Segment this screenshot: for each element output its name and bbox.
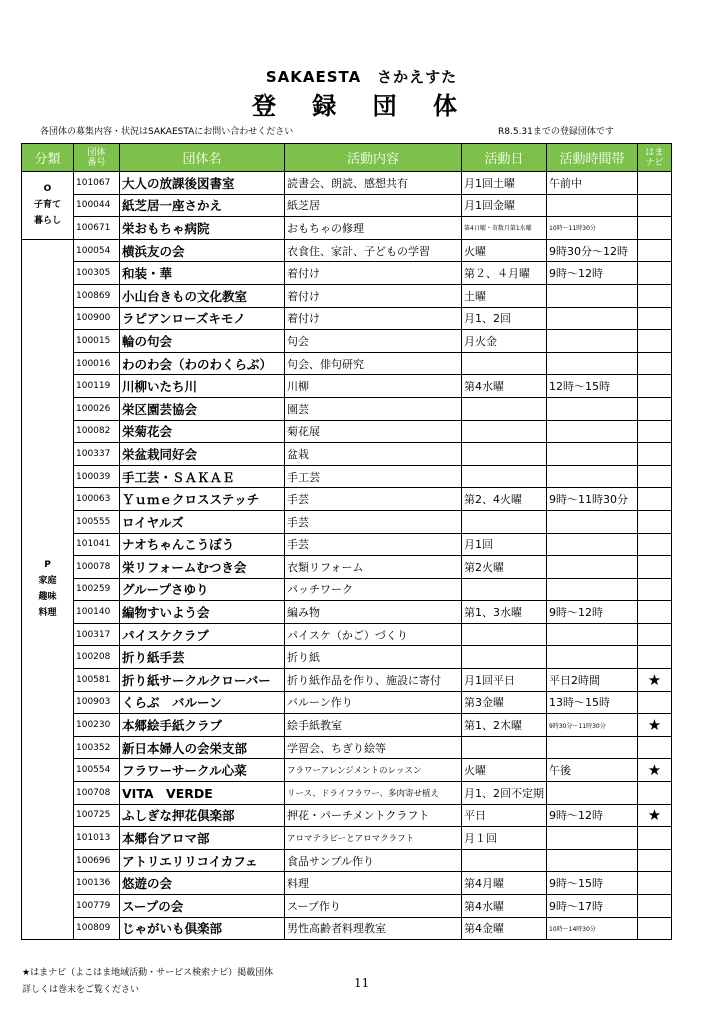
activity-day: 月1回平日	[462, 669, 547, 692]
group-name: アトリエリリコイカフェ	[120, 849, 285, 872]
activity-day: 第4日曜・奇数月第1水曜	[462, 217, 547, 240]
footer-note1: ★はまナビ（よこはま地域活動・サービス検索ナビ）掲載団体	[22, 968, 274, 978]
activity-time	[547, 352, 638, 375]
group-id: 100136	[74, 872, 120, 895]
col-category: 分類	[22, 144, 74, 172]
group-name: ふしぎな押花倶楽部	[120, 804, 285, 827]
activity-time: 9時～17時	[547, 895, 638, 918]
activity-time	[547, 556, 638, 579]
activity-day: 第2火曜	[462, 556, 547, 579]
hamanavi-mark	[638, 917, 672, 940]
group-name: ロイヤルズ	[120, 510, 285, 533]
activity-day: 第1、3水曜	[462, 601, 547, 624]
table-row	[22, 352, 672, 375]
activity: アロマテラピーとアロマクラフト	[285, 827, 462, 850]
registry-table	[21, 143, 672, 940]
group-id: 100696	[74, 849, 120, 872]
activity-time	[547, 849, 638, 872]
activity-day: 平日	[462, 804, 547, 827]
activity-day	[462, 510, 547, 533]
table-row	[22, 284, 672, 307]
group-name: ラピアンローズキモノ	[120, 307, 285, 330]
activity-time	[547, 284, 638, 307]
activity-time: 9時～12時	[547, 262, 638, 285]
footer-note2: 詳しくは巻末をご覧ください	[22, 985, 140, 995]
activity: パッチワーク	[285, 578, 462, 601]
activity: 料理	[285, 872, 462, 895]
hamanavi-mark	[638, 172, 672, 195]
activity-time: 10時～14時30分	[547, 917, 638, 940]
activity-time: 9時～12時	[547, 601, 638, 624]
group-name: じゃがいも倶楽部	[120, 917, 285, 940]
hamanavi-mark: ★	[638, 669, 672, 692]
activity: 着付け	[285, 307, 462, 330]
hamanavi-mark	[638, 872, 672, 895]
group-name: 悠遊の会	[120, 872, 285, 895]
activity: 手芸	[285, 488, 462, 511]
activity: 句会	[285, 330, 462, 353]
group-id: 100039	[74, 465, 120, 488]
activity: 押花・パーチメントクラフト	[285, 804, 462, 827]
group-name: 大人の放課後図書室	[120, 172, 285, 195]
activity: 着付け	[285, 262, 462, 285]
group-name: ナオちゃんこうぼう	[120, 533, 285, 556]
table-row	[22, 533, 672, 556]
activity-day: 月火金	[462, 330, 547, 353]
hamanavi-mark	[638, 352, 672, 375]
activity-day	[462, 578, 547, 601]
activity: 衣類リフォーム	[285, 556, 462, 579]
page-number: 11	[354, 976, 370, 990]
table-row	[22, 872, 672, 895]
group-name: 手工芸・ＳＡＫＡＥ	[120, 465, 285, 488]
activity: スープ作り	[285, 895, 462, 918]
activity-time	[547, 623, 638, 646]
group-id: 100015	[74, 330, 120, 353]
activity-day	[462, 736, 547, 759]
hamanavi-mark	[638, 194, 672, 217]
activity-day: 第1、2木曜	[462, 714, 547, 737]
activity-time: 10時～11時30分	[547, 217, 638, 240]
hamanavi-mark	[638, 262, 672, 285]
activity: 着付け	[285, 284, 462, 307]
activity: 川柳	[285, 375, 462, 398]
activity: フラワーアレンジメントのレッスン	[285, 759, 462, 782]
table-row	[22, 420, 672, 443]
activity-day: 土曜	[462, 284, 547, 307]
col-day: 活動日	[462, 144, 547, 172]
activity-time: 平日2時間	[547, 669, 638, 692]
activity-day: 第4水曜	[462, 895, 547, 918]
activity-time: 9時～11時30分	[547, 488, 638, 511]
table-row	[22, 330, 672, 353]
activity-day: 月1回金曜	[462, 194, 547, 217]
group-name: グループさゆり	[120, 578, 285, 601]
group-name: 折り紙サークルクローバー	[120, 669, 285, 692]
activity-time	[547, 533, 638, 556]
hamanavi-mark	[638, 330, 672, 353]
table-row	[22, 375, 672, 398]
activity: 食品サンプル作り	[285, 849, 462, 872]
group-id: 100671	[74, 217, 120, 240]
activity-day	[462, 420, 547, 443]
hamanavi-mark	[638, 533, 672, 556]
group-id: 100809	[74, 917, 120, 940]
group-id: 100725	[74, 804, 120, 827]
activity: 学習会、ちぎり絵等	[285, 736, 462, 759]
hamanavi-mark	[638, 578, 672, 601]
table-row	[22, 736, 672, 759]
hamanavi-mark	[638, 307, 672, 330]
category-cell: P 家庭 趣味 料理	[22, 239, 74, 939]
group-name: 小山台きもの文化教室	[120, 284, 285, 307]
activity-time: 午前中	[547, 172, 638, 195]
group-id: 100708	[74, 782, 120, 805]
group-id: 100903	[74, 691, 120, 714]
col-navi: はま ナビ	[638, 144, 672, 172]
activity-day: 月1、2回	[462, 307, 547, 330]
activity-time	[547, 510, 638, 533]
table-row	[22, 217, 672, 240]
group-id: 100305	[74, 262, 120, 285]
activity-time: 9時30分～12時	[547, 239, 638, 262]
group-name: 栄リフォームむつき会	[120, 556, 285, 579]
table-row	[22, 827, 672, 850]
group-id: 100082	[74, 420, 120, 443]
activity-time	[547, 397, 638, 420]
activity-day	[462, 397, 547, 420]
header-row	[22, 144, 672, 172]
group-name: 折り紙手芸	[120, 646, 285, 669]
activity: おもちゃの修理	[285, 217, 462, 240]
hamanavi-mark	[638, 420, 672, 443]
activity: パイスケ（かご）づくり	[285, 623, 462, 646]
table-row	[22, 669, 672, 692]
table-row	[22, 782, 672, 805]
activity: 衣食住、家計、子どもの学習	[285, 239, 462, 262]
activity-day	[462, 443, 547, 466]
activity: 紙芝居	[285, 194, 462, 217]
group-id: 100900	[74, 307, 120, 330]
activity-day	[462, 623, 547, 646]
table-row	[22, 510, 672, 533]
table-row	[22, 917, 672, 940]
activity: 盆栽	[285, 443, 462, 466]
hamanavi-mark	[638, 284, 672, 307]
group-name: パイスケクラブ	[120, 623, 285, 646]
activity-day: 月1、2回不定期	[462, 782, 547, 805]
group-id: 100554	[74, 759, 120, 782]
group-id: 101041	[74, 533, 120, 556]
hamanavi-mark	[638, 827, 672, 850]
activity-time	[547, 194, 638, 217]
activity-time: 9時～12時	[547, 804, 638, 827]
group-id: 100555	[74, 510, 120, 533]
hamanavi-mark	[638, 239, 672, 262]
group-id: 100140	[74, 601, 120, 624]
hamanavi-mark	[638, 397, 672, 420]
hamanavi-mark: ★	[638, 804, 672, 827]
activity-time	[547, 782, 638, 805]
activity-day: 第２、４月曜	[462, 262, 547, 285]
group-name: 編物すいよう会	[120, 601, 285, 624]
group-name: 栄区園芸協会	[120, 397, 285, 420]
activity: 園芸	[285, 397, 462, 420]
hamanavi-mark	[638, 782, 672, 805]
group-id: 100581	[74, 669, 120, 692]
group-name: 新日本婦人の会栄支部	[120, 736, 285, 759]
group-id: 100044	[74, 194, 120, 217]
hamanavi-mark	[638, 895, 672, 918]
activity: 手芸	[285, 533, 462, 556]
activity: 編み物	[285, 601, 462, 624]
group-id: 101013	[74, 827, 120, 850]
group-name: 本郷絵手紙クラブ	[120, 714, 285, 737]
table-row	[22, 556, 672, 579]
activity: 男性高齢者料理教室	[285, 917, 462, 940]
table-row	[22, 623, 672, 646]
table-row	[22, 714, 672, 737]
activity: 読書会、朗読、感想共有	[285, 172, 462, 195]
table-row	[22, 759, 672, 782]
group-id: 100026	[74, 397, 120, 420]
activity-day: 月１回	[462, 827, 547, 850]
group-id: 100259	[74, 578, 120, 601]
group-name: 輪の句会	[120, 330, 285, 353]
col-activity: 活動内容	[285, 144, 462, 172]
activity: 手芸	[285, 510, 462, 533]
activity-time	[547, 420, 638, 443]
table-row	[22, 691, 672, 714]
activity-time	[547, 578, 638, 601]
category-cell: O 子育て 暮らし	[22, 172, 74, 240]
activity-time: 9時30分～11時30分	[547, 714, 638, 737]
group-id: 100869	[74, 284, 120, 307]
group-id: 100230	[74, 714, 120, 737]
group-name: 栄おもちゃ病院	[120, 217, 285, 240]
group-id: 100063	[74, 488, 120, 511]
activity-day	[462, 849, 547, 872]
activity-day: 第4金曜	[462, 917, 547, 940]
activity: リース、ドライフラワー、多肉寄せ植え	[285, 782, 462, 805]
table-row	[22, 239, 672, 262]
activity-time	[547, 465, 638, 488]
col-id: 団体 番号	[74, 144, 120, 172]
activity: 絵手紙教室	[285, 714, 462, 737]
activity-day	[462, 465, 547, 488]
activity-day	[462, 352, 547, 375]
group-id: 100054	[74, 239, 120, 262]
activity: 手工芸	[285, 465, 462, 488]
group-name: わのわ会（わのわくらぶ）	[120, 352, 285, 375]
hamanavi-mark: ★	[638, 759, 672, 782]
table-row	[22, 488, 672, 511]
activity-day: 火曜	[462, 239, 547, 262]
group-name: くらぶ バルーン	[120, 691, 285, 714]
activity: 句会、俳句研究	[285, 352, 462, 375]
hamanavi-mark	[638, 510, 672, 533]
activity-day	[462, 646, 547, 669]
group-name: 本郷台アロマ部	[120, 827, 285, 850]
note-right: R8.5.31までの登録団体です	[498, 127, 614, 137]
hamanavi-mark	[638, 443, 672, 466]
hamanavi-mark	[638, 849, 672, 872]
group-id: 100317	[74, 623, 120, 646]
hamanavi-mark	[638, 375, 672, 398]
hamanavi-mark	[638, 217, 672, 240]
table-row	[22, 262, 672, 285]
hamanavi-mark: ★	[638, 714, 672, 737]
table-row	[22, 804, 672, 827]
activity-day: 第3金曜	[462, 691, 547, 714]
table-row	[22, 849, 672, 872]
hamanavi-mark	[638, 488, 672, 511]
activity-time	[547, 307, 638, 330]
note-left: 各団体の募集内容・状況はSAKAESTAにお問い合わせください	[40, 127, 294, 137]
group-name: 川柳いたち川	[120, 375, 285, 398]
table-row	[22, 443, 672, 466]
page-title: 登 録 団 体	[251, 92, 472, 120]
table-row	[22, 307, 672, 330]
activity-time	[547, 330, 638, 353]
activity-time: 13時～15時	[547, 691, 638, 714]
hamanavi-mark	[638, 601, 672, 624]
table-row	[22, 465, 672, 488]
activity-day: 月1回	[462, 533, 547, 556]
group-id: 100337	[74, 443, 120, 466]
group-name: 栄菊花会	[120, 420, 285, 443]
group-id: 100352	[74, 736, 120, 759]
group-id: 100779	[74, 895, 120, 918]
col-name: 団体名	[120, 144, 285, 172]
activity-time	[547, 646, 638, 669]
table-row	[22, 172, 672, 195]
activity-day: 第4月曜	[462, 872, 547, 895]
activity-day: 第2、4火曜	[462, 488, 547, 511]
activity-time	[547, 827, 638, 850]
group-id: 100208	[74, 646, 120, 669]
hamanavi-mark	[638, 736, 672, 759]
table-row	[22, 601, 672, 624]
activity-time	[547, 443, 638, 466]
hamanavi-mark	[638, 691, 672, 714]
col-time: 活動時間帯	[547, 144, 638, 172]
group-name: Ｙｕｍｅクロスステッチ	[120, 488, 285, 511]
activity-time	[547, 736, 638, 759]
table-row	[22, 397, 672, 420]
table-row	[22, 646, 672, 669]
group-name: 紙芝居一座さかえ	[120, 194, 285, 217]
group-name: スープの会	[120, 895, 285, 918]
group-name: 横浜友の会	[120, 239, 285, 262]
activity-time: 午後	[547, 759, 638, 782]
group-name: フラワーサークル心菜	[120, 759, 285, 782]
activity: 菊花展	[285, 420, 462, 443]
group-name: VITA VERDE	[120, 782, 285, 805]
activity-time: 9時～15時	[547, 872, 638, 895]
activity-day: 第4水曜	[462, 375, 547, 398]
activity-day: 月1回土曜	[462, 172, 547, 195]
hamanavi-mark	[638, 623, 672, 646]
group-id: 100119	[74, 375, 120, 398]
hamanavi-mark	[638, 646, 672, 669]
activity-day: 火曜	[462, 759, 547, 782]
table-row	[22, 194, 672, 217]
group-id: 100016	[74, 352, 120, 375]
activity: 折り紙	[285, 646, 462, 669]
table-row	[22, 578, 672, 601]
group-name: 和装・華	[120, 262, 285, 285]
group-name: 栄盆栽同好会	[120, 443, 285, 466]
hamanavi-mark	[638, 465, 672, 488]
activity: バルーン作り	[285, 691, 462, 714]
table-row	[22, 895, 672, 918]
hamanavi-mark	[638, 556, 672, 579]
group-id: 100078	[74, 556, 120, 579]
activity-time: 12時～15時	[547, 375, 638, 398]
header-line1: SAKAESTA さかえすた	[265, 68, 458, 86]
activity: 折り紙作品を作り、施設に寄付	[285, 669, 462, 692]
group-id: 101067	[74, 172, 120, 195]
